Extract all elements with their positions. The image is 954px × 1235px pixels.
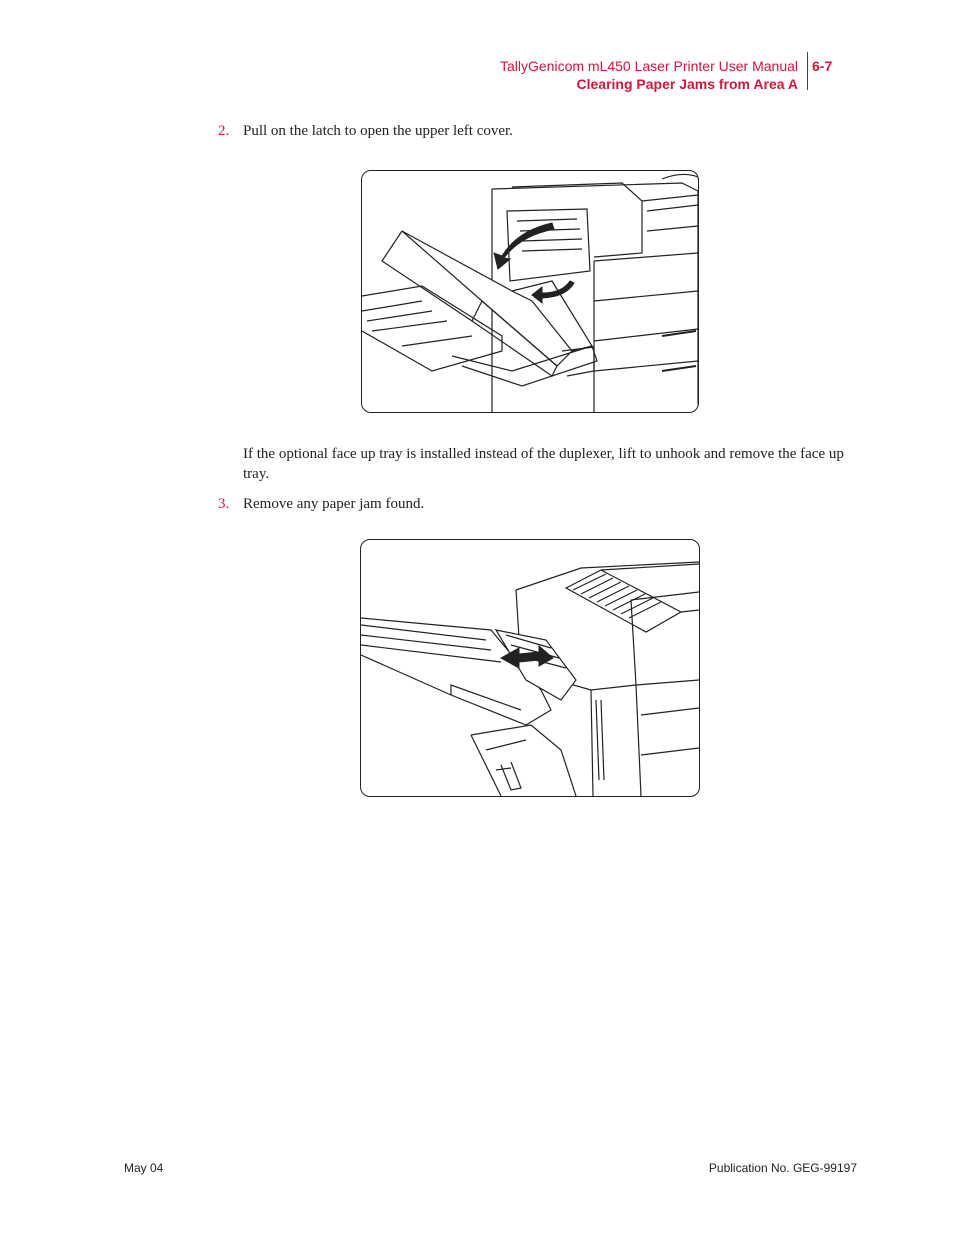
figure-open-upper-left-cover bbox=[361, 170, 699, 413]
face-up-tray-note: If the optional face up tray is installed instead of the duplexer, lift to unhook and remove the face up tray. bbox=[243, 446, 844, 482]
manual-title: TallyGenicom mL450 Laser Printer User Manual bbox=[499, 58, 798, 74]
step-2 bbox=[218, 123, 513, 140]
step-2-number: 2. bbox=[218, 123, 230, 139]
step-2-text: Pull on the latch to open the upper left cover. bbox=[243, 123, 513, 139]
step-3 bbox=[218, 496, 424, 513]
step-3-text: Remove any paper jam found. bbox=[243, 496, 425, 512]
page-number: 6-7 bbox=[812, 58, 833, 74]
printer-cover-illustration bbox=[362, 171, 698, 412]
figure-remove-paper-jam bbox=[360, 539, 700, 797]
header-divider bbox=[807, 52, 808, 90]
paper-jam-illustration bbox=[361, 540, 699, 796]
footer-date: May 04 bbox=[124, 1161, 164, 1175]
footer-publication: Publication No. GEG-99197 bbox=[708, 1161, 857, 1175]
step-3-number: 3. bbox=[218, 496, 230, 512]
section-title: Clearing Paper Jams from Area A bbox=[576, 76, 798, 92]
